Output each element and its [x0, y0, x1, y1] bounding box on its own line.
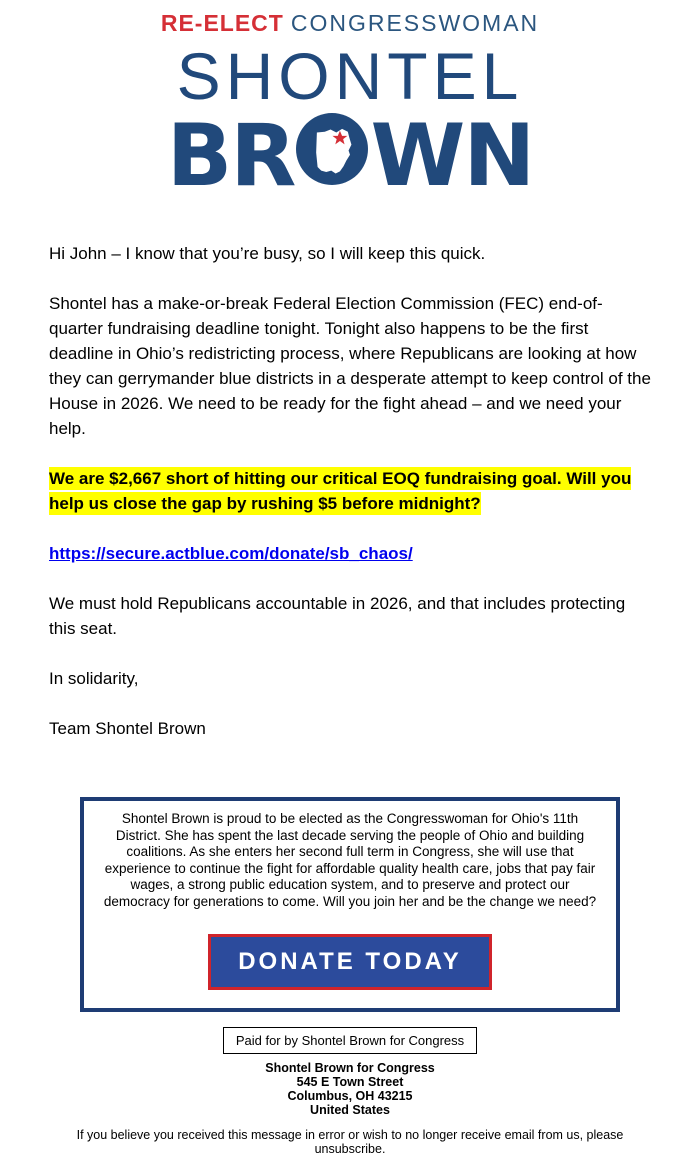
donation-link-paragraph — [49, 541, 651, 566]
address-line-country: United States — [310, 1103, 390, 1117]
paragraph-accountability: We must hold Republicans accountable in 2026, and that includes protecting this seat. — [49, 594, 626, 638]
logo-tagline — [0, 12, 700, 35]
highlighted-goal-text: We are $2,667 short of hitting our critical EOQ fundraising goal. Will you help us close the gap by rushing $5 before midnight? — [49, 469, 632, 513]
bio-text: Shontel Brown is proud to be elected as the Congresswoman for Ohio's 11th District. She has spent the last decade serving the people of Ohio and building coalitions. As she enters her second full term in Congress, she will use that experience to continue the fight for affordable quality health care, jobs that pay fair wages, a strong public education system, and to preserve and protect our democracy for generations to come. Will you join her and be the change we need? — [103, 811, 597, 909]
ohio-map-icon — [296, 113, 368, 185]
paragraph-fec-deadline: Shontel has a make-or-break Federal Election Commission (FEC) end-of-quarter fundraising deadline tonight. Tonight also happens to be the first deadline in Ohio’s redistricting process, where Republicans are looking at how they can gerrymander blue districts in a desperate attempt to keep control of the House in 2026. We need to be ready for the fight ahead – and we need your help. — [49, 294, 651, 438]
logo-first-name: SHONTEL — [176, 39, 524, 113]
address-line-street: 545 E Town Street — [296, 1075, 404, 1089]
donate-today-button[interactable]: DONATE TODAY — [208, 934, 492, 990]
signature-text: Team Shontel Brown — [49, 719, 206, 738]
bio-box — [80, 797, 620, 1012]
unsubscribe-disclaimer: If you believe you received this message in error or wish to no longer receive email from us, please unsubscribe. — [76, 1128, 624, 1156]
address-line-city: Columbus, OH 43215 — [287, 1089, 413, 1103]
campaign-address — [0, 1061, 700, 1117]
logo-re-elect-text: RE-ELECT — [160, 10, 284, 36]
address-line-committee: Shontel Brown for Congress — [265, 1061, 435, 1075]
message-body — [49, 241, 651, 741]
logo-last-name — [0, 106, 700, 206]
signoff-text: In solidarity, — [49, 669, 139, 688]
actblue-donation-link[interactable]: https://secure.actblue.com/donate/sb_chaos/ — [49, 544, 413, 563]
paid-for-disclaimer-box: Paid for by Shontel Brown for Congress — [223, 1027, 477, 1054]
campaign-logo — [0, 0, 700, 206]
greeting-text: Hi John – I know that you’re busy, so I will keep this quick. — [49, 244, 486, 263]
logo-last-name-left: BR — [166, 106, 295, 206]
logo-last-name-right: WN — [370, 106, 534, 206]
logo-congresswoman-text: CONGRESSWOMAN — [290, 10, 540, 36]
fundraising-goal-paragraph — [49, 466, 651, 516]
